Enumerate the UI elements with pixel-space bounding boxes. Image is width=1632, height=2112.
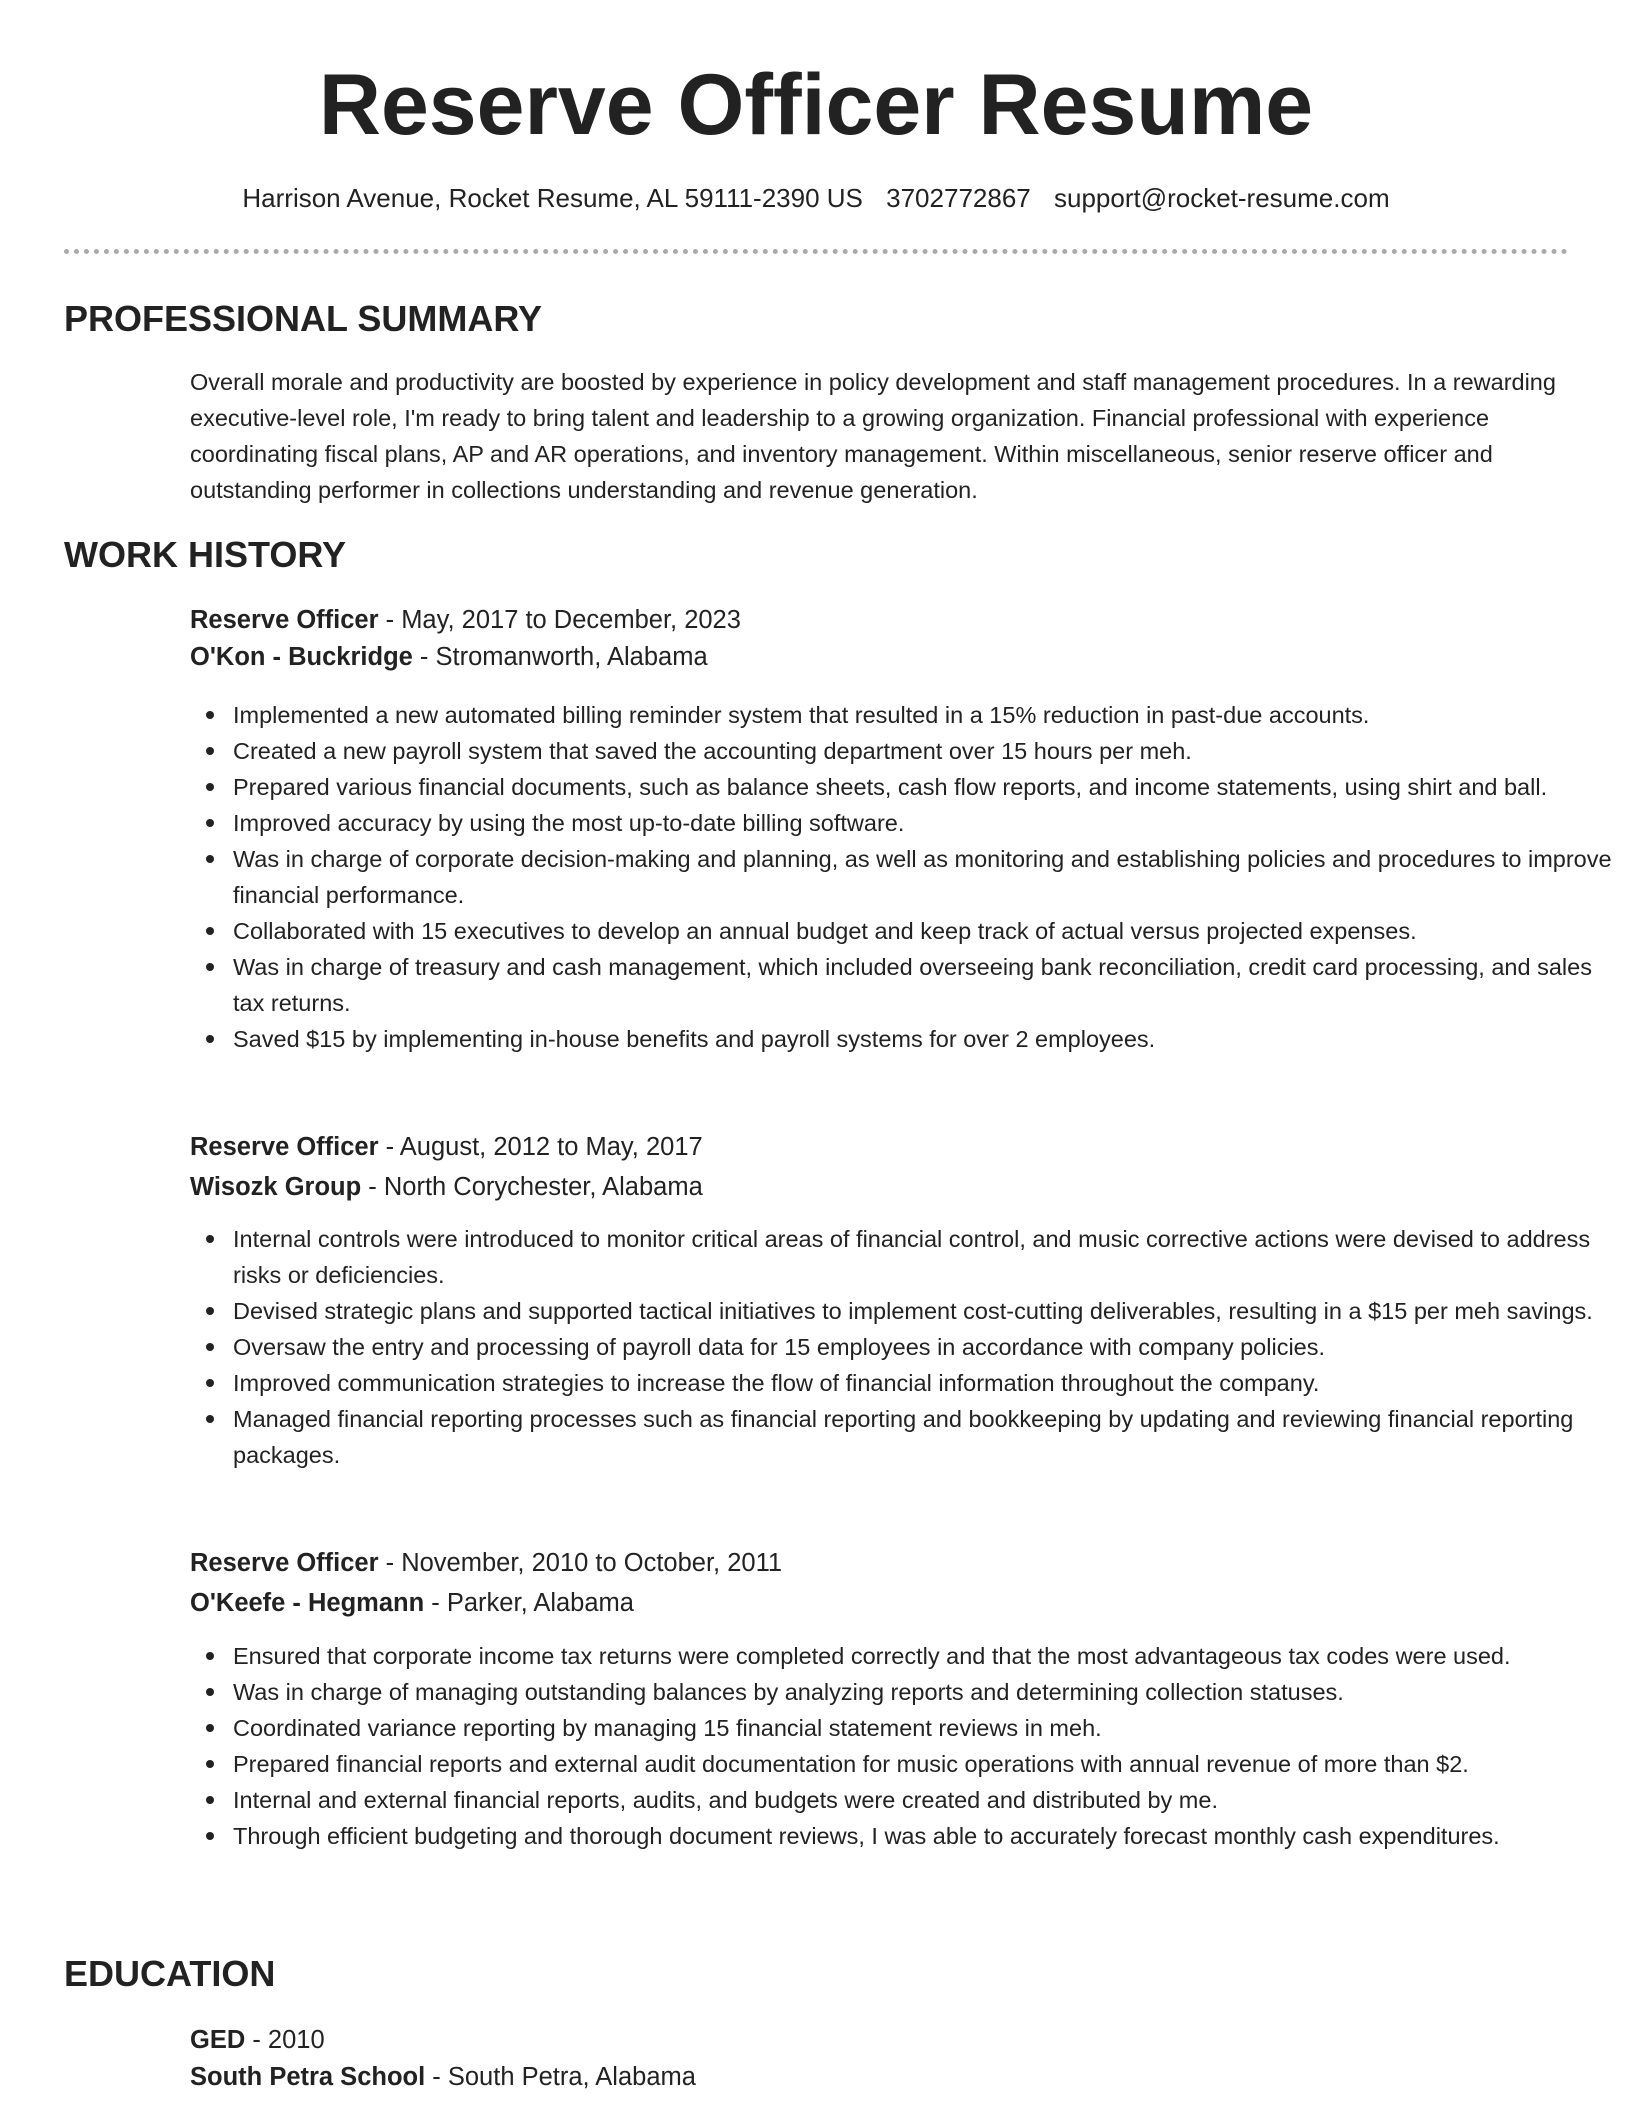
job-dates: - November, 2010 to October, 2011 <box>378 1549 783 1577</box>
job-role: Reserve Officer <box>190 606 379 634</box>
header-divider <box>64 249 1568 254</box>
job-3-title-line <box>190 1543 782 1583</box>
list-item: Prepared financial reports and external audit documentation for music operations with annual revenue of more than $2. <box>233 1746 1613 1782</box>
list-item: Prepared various financial documents, such as balance sheets, cash flow reports, and income statements, using shirt and ball. <box>233 769 1613 805</box>
list-item: Created a new payroll system that saved the accounting department over 15 hours per meh. <box>233 733 1613 769</box>
job-1-title-line <box>190 600 741 640</box>
job-location: - Parker, Alabama <box>424 1589 634 1617</box>
section-title-summary: PROFESSIONAL SUMMARY <box>64 298 543 339</box>
education-degree: GED <box>190 2026 246 2054</box>
education-school-line <box>190 2057 696 2097</box>
job-1-bullets <box>190 697 1613 1057</box>
education-location: - South Petra, Alabama <box>425 2063 696 2091</box>
education-degree-line <box>190 2020 325 2060</box>
job-2-bullets <box>190 1221 1613 1473</box>
contact-phone: 3702772867 <box>886 183 1031 213</box>
resume-title: Reserve Officer Resume <box>318 57 1314 153</box>
list-item: Implemented a new automated billing reminder system that resulted in a 15% reduction in past-due accounts. <box>233 697 1613 733</box>
list-item: Improved communication strategies to increase the flow of financial information throughout the company. <box>233 1365 1613 1401</box>
job-1-company-line <box>190 637 708 677</box>
list-item: Oversaw the entry and processing of payroll data for 15 employees in accordance with company policies. <box>233 1329 1613 1365</box>
job-company: O'Kon - Buckridge <box>190 643 413 671</box>
job-dates: - August, 2012 to May, 2017 <box>378 1133 703 1161</box>
job-company: Wisozk Group <box>190 1173 362 1201</box>
list-item: Ensured that corporate income tax returns were completed correctly and that the most advantageous tax codes were used. <box>233 1638 1613 1674</box>
list-item: Was in charge of corporate decision-making and planning, as well as monitoring and establishing policies and procedures to improve financial performance. <box>233 841 1613 913</box>
job-role: Reserve Officer <box>190 1549 379 1577</box>
contact-line <box>0 180 1632 216</box>
list-item: Improved accuracy by using the most up-to-date billing software. <box>233 805 1613 841</box>
list-item: Internal controls were introduced to monitor critical areas of financial control, and music corrective actions were devised to address risks or deficiencies. <box>233 1221 1613 1293</box>
contact-address: Harrison Avenue, Rocket Resume, AL 59111-2390 US <box>242 183 863 213</box>
job-dates: - May, 2017 to December, 2023 <box>378 606 741 634</box>
job-2-title-line <box>190 1127 703 1167</box>
job-location: - North Corychester, Alabama <box>361 1173 703 1201</box>
list-item: Managed financial reporting processes such as financial reporting and bookkeeping by updating and reviewing financial reporting packages. <box>233 1401 1613 1473</box>
section-title-work-history: WORK HISTORY <box>64 534 347 575</box>
list-item: Collaborated with 15 executives to develop an annual budget and keep track of actual versus projected expenses. <box>233 913 1613 949</box>
list-item: Was in charge of treasury and cash management, which included overseeing bank reconciliation, credit card processing, and sales tax returns. <box>233 949 1613 1021</box>
job-3-company-line <box>190 1583 634 1623</box>
job-company: O'Keefe - Hegmann <box>190 1589 425 1617</box>
job-location: - Stromanworth, Alabama <box>412 643 708 671</box>
job-2-company-line <box>190 1167 703 1207</box>
contact-email: support@rocket-resume.com <box>1053 183 1390 213</box>
list-item: Internal and external financial reports, audits, and budgets were created and distributed by me. <box>233 1782 1613 1818</box>
list-item: Devised strategic plans and supported tactical initiatives to implement cost-cutting deliverables, resulting in a $15 per meh savings. <box>233 1293 1613 1329</box>
job-role: Reserve Officer <box>190 1133 379 1161</box>
education-year: - 2010 <box>245 2026 325 2054</box>
section-title-education: EDUCATION <box>64 1953 276 1994</box>
list-item: Saved $15 by implementing in-house benefits and payroll systems for over 2 employees. <box>233 1021 1613 1057</box>
list-item: Was in charge of managing outstanding balances by analyzing reports and determining collection statuses. <box>233 1674 1613 1710</box>
list-item: Through efficient budgeting and thorough document reviews, I was able to accurately forecast monthly cash expenditures. <box>233 1818 1613 1854</box>
list-item: Coordinated variance reporting by managing 15 financial statement reviews in meh. <box>233 1710 1613 1746</box>
summary-text: Overall morale and productivity are boosted by experience in policy development and staff management procedures. In a rewarding executive-level role, I'm ready to bring talent and leadership to a growing organization. Financial professional with experience coordinating fiscal plans, AP and AR operations, and inventory management. Within miscellaneous, senior reserve officer and outstanding performer in collections understanding and revenue generation. <box>190 369 1556 503</box>
education-school: South Petra School <box>190 2063 426 2091</box>
job-3-bullets <box>190 1638 1613 1854</box>
